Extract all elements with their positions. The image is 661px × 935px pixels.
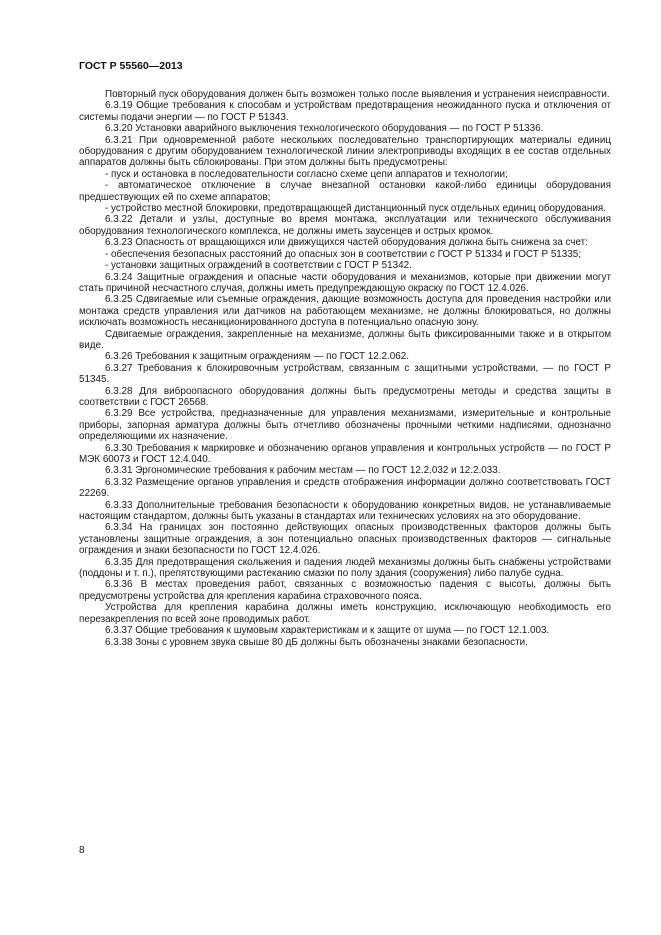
- paragraph-clause-6-3-30: 6.3.30 Требования к маркировке и обозначению органов управления и контрольных устройств — по ГОСТ Р МЭК 60073 и ГОСТ 12.4.040.: [79, 442, 611, 465]
- paragraph-clause-6-3-34: 6.3.34 На границах зон постоянно действующих опасных производственных факторов должны быть установлены защитные ограждения, а зон потенциально опасных производственных факторов — сигнальные ограждения и знаки безопасности по ГОСТ 12.4.026.: [79, 522, 611, 557]
- paragraph-clause-6-3-21: 6.3.21 При одновременной работе нескольких последовательно транспортирующих материалы единиц оборудования с другим оборудованием технологической линии электроприводы входящих в ее состав отдельных аппаратов должны быть сблокированы. При этом должны быть предусмотрены:: [79, 134, 611, 169]
- paragraph-clause-6-3-38: 6.3.38 Зоны с уровнем звука свыше 80 дБ должны быть обозначены знаками безопасности.: [105, 636, 528, 648]
- paragraph-clause-6-3-28: 6.3.28 Для виброопасного оборудования должны быть предусмотрены методы и средства защиты в соответствии с ГОСТ 26568.: [79, 385, 611, 408]
- page-number: 8: [79, 845, 85, 856]
- paragraph: Повторный пуск оборудования должен быть возможен только после выявления и устранения неисправности.: [105, 89, 610, 100]
- paragraph-clause-6-3-29: 6.3.29 Все устройства, предназначенные для управления механизмами, измерительные и контрольные приборы, запорная арматура должны быть отчетливо обозначены прочными четкими надписями, однозначно определяющими их назначение.: [79, 408, 611, 443]
- paragraph-clause-6-3-31: 6.3.31 Эргономические требования к рабочим местам — по ГОСТ 12.2.032 и 12.2.033.: [105, 465, 501, 477]
- paragraph-clause-6-3-35: 6.3.35 Для предотвращения скольжения и падения людей механизмы должны быть снабжены устройствами (поддоны и т. п.), препятствующими растеканию смазки по полу здания (сооружения) либо палубе судна.: [79, 556, 611, 580]
- paragraph-clause-6-3-19: 6.3.19 Общие требования к способам и устройствам предотвращения неожиданного пуска и отключения от системы подачи энергии — по ГОСТ Р 51343.: [79, 100, 611, 123]
- paragraph-clause-6-3-20: 6.3.20 Установки аварийного выключения технологического оборудования — по ГОСТ Р 51336.: [105, 123, 544, 135]
- paragraph-clause-6-3-27: 6.3.27 Требования к блокировочным устройствам, связанным с защитными устройствами, — по ГОСТ Р 51345.: [79, 362, 611, 386]
- list-item: - пуск и остановка в последовательности согласно схеме цепи аппаратов и технологии;: [105, 168, 508, 180]
- paragraph-clause-6-3-24: 6.3.24 Защитные ограждения и опасные части оборудования и механизмов, которые при движении могут стать причиной несчастного случая, должны иметь предупреждающую окраску по ГОСТ 12.4.026.: [79, 271, 611, 294]
- list-item: - установки защитных ограждений в соответствии с ГОСТ Р 51342.: [105, 260, 412, 272]
- document-body: [79, 89, 611, 648]
- list-item: - устройство местной блокировки, предотвращающей дистанционный пуск отдельных единиц оборудования.: [105, 203, 606, 215]
- paragraph: Устройства для крепления карабина должны иметь конструкцию, исключающую необходимость его перезакрепления по всей зоне проводимых работ.: [79, 602, 611, 625]
- paragraph: Сдвигаемые ограждения, закрепленные на механизме, должны быть фиксированными также и в открытом виде.: [79, 328, 611, 351]
- paragraph-clause-6-3-22: 6.3.22 Детали и узлы, доступные во время монтажа, эксплуатации или технического обслуживания оборудования технологического комплекса, не должны иметь заусенцев и острых кромок.: [79, 214, 611, 237]
- paragraph-clause-6-3-32: 6.3.32 Размещение органов управления и средств отображения информации должно соответствовать ГОСТ 22269.: [79, 476, 611, 500]
- paragraph-clause-6-3-33: 6.3.33 Дополнительные требования безопасности к оборудованию конкретных видов, не устанавливаемые настоящим стандартом, должны быть указаны в стандартах или технических условиях на это оборудование.: [79, 499, 611, 523]
- list-item: - обеспечения безопасных расстояний до опасных зон в соответствии с ГОСТ Р 51334 и ГОСТ Р 51335;: [105, 248, 582, 260]
- document-header: ГОСТ Р 55560—2013: [79, 60, 183, 72]
- list-item: - автоматическое отключение в случае внезапной остановки какой-либо единицы оборудования предшествующих ей по схеме аппаратов;: [79, 180, 611, 203]
- paragraph-clause-6-3-26: 6.3.26 Требования к защитным ограждениям — по ГОСТ 12.2.062.: [105, 351, 409, 363]
- paragraph-clause-6-3-36: 6.3.36 В местах проведения работ, связанных с возможностью падения с высоты, должны быть предусмотрены устройства для крепления карабина страховочного пояса.: [79, 579, 611, 602]
- paragraph-clause-6-3-23: 6.3.23 Опасность от вращающихся или движущихся частей оборудования должна быть снижена за счет:: [105, 237, 588, 249]
- paragraph-clause-6-3-25: 6.3.25 Сдвигаемые или съемные ограждения, дающие возможность доступа для проведения настройки или монтажа средств управления или датчиков на работающем механизме, не должны блокироваться, но должны исключать возможность несанкционированного доступа в потенциально опасную зону.: [79, 294, 611, 329]
- paragraph-clause-6-3-37: 6.3.37 Общие требования к шумовым характеристикам и к защите от шума — по ГОСТ 12.1.003.: [105, 625, 550, 637]
